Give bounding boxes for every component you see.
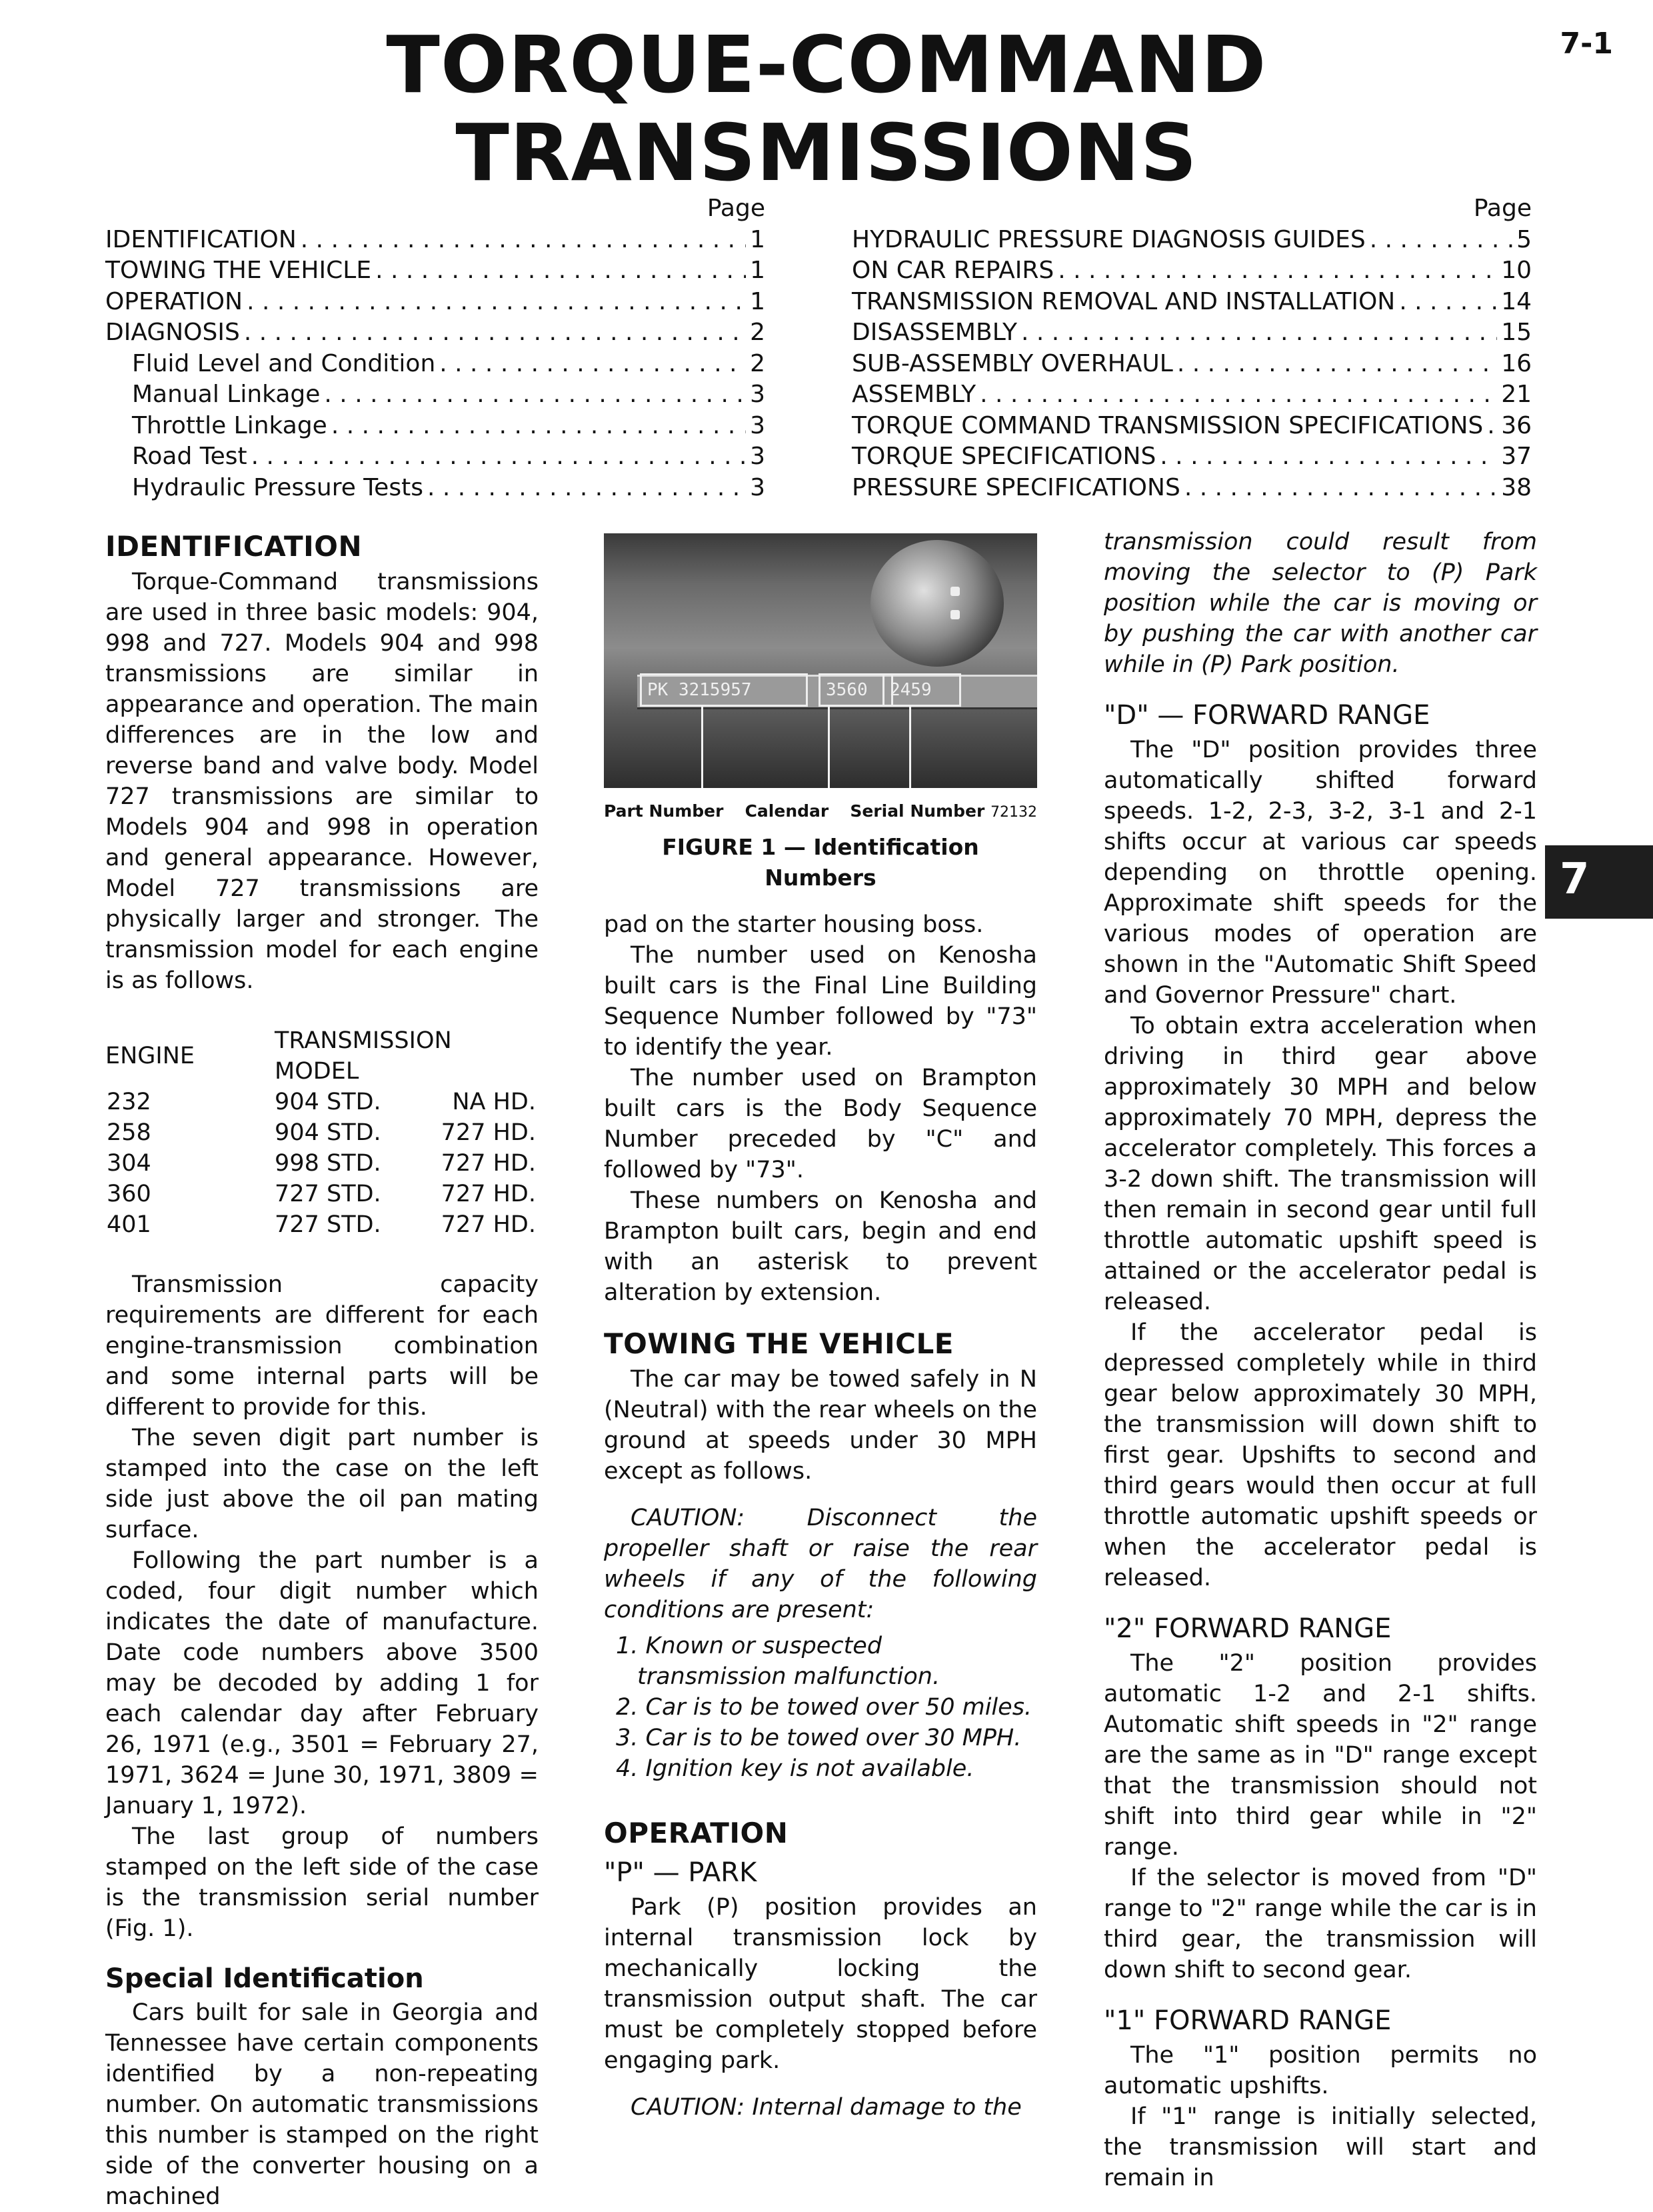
heading-2-range: "2" FORWARD RANGE [1104,1613,1392,1644]
toc-entry [852,411,1532,442]
leader-line [828,705,830,788]
toc-entry-label: TRANSMISSION REMOVAL AND INSTALLATION [852,287,1396,315]
title-line-2: TRANSMISSIONS [455,107,1198,199]
paragraph: transmission could result from moving the selector to (P) Park position while the car is moving or by pushing the car with another car while in (P) Park position. [1104,529,1537,678]
list-item: 4. Ignition key is not available. [616,1755,974,1782]
column-3 [1104,527,1537,2193]
paragraph: If "1" range is initially selected, the transmission will start and remain in [1104,2103,1537,2191]
toc-entry [105,473,765,504]
toc-leader-dots [427,473,746,504]
toc-leader-dots [247,287,746,318]
toc-entry-page: 1 [750,257,765,284]
toc-entry [105,441,765,473]
paragraph: The "1" position permits no automatic upshifts. [1104,2042,1537,2099]
toc-leader-dots [1370,225,1512,256]
section-tab-label: 7 [1560,855,1590,904]
toc-leader-dots [375,255,746,287]
toc-leader-dots [1177,349,1497,380]
heading-park: "P" — PARK [604,1857,757,1888]
table-cell-engine: 360 [107,1181,151,1207]
toc-entry-label: PRESSURE SPECIFICATIONS [852,473,1180,501]
paragraph: Transmission capacity requirements are different for each engine-transmission combination and some internal parts will be different to provide for this. [105,1271,539,1421]
identification-photo [604,533,1037,788]
table-row [105,1148,539,1179]
toc-leader-dots [301,225,746,256]
paragraph: If the selector is moved from "D" range to "2" range while the car is in third gear, the transmission will down shift to second gear. [1104,1865,1537,1983]
toc-entry [852,473,1532,504]
table-row [105,1117,539,1148]
toc-leader-dots [244,317,746,349]
serial-number-stamp: 2459 [882,673,961,707]
table-cell-hd: 727 HD. [441,1150,536,1177]
toc-entry-label: Road Test [132,443,247,470]
toc-entry [105,225,765,256]
toc-entry-page: 3 [750,473,765,501]
toc-entry [105,255,765,287]
label-calendar: Calendar [745,801,829,821]
table-cell-std: 727 STD. [275,1211,381,1238]
caution-text: CAUTION: Disconnect the propeller shaft or raise the rear wheels if any of the following conditions are present: [604,1505,1037,1623]
toc-entry-page: 3 [750,381,765,408]
table-row [105,1087,539,1117]
toc-entry [852,287,1532,318]
connector-image [870,540,1004,667]
paragraph: The "2" position provides automatic 1-2 and 2-1 shifts. Automatic shift speeds in "2" range are the same as in "D" range except that the transmission should not shift into third gear while in "2" range. [1104,1650,1537,1861]
toc-entry-label: DISASSEMBLY [852,319,1017,346]
column-2 [604,527,1037,2123]
table-header-engine: ENGINE [105,1043,195,1069]
toc-entry-page: 10 [1501,257,1532,284]
table-row [105,1209,539,1240]
list-item: 3. Car is to be towed over 30 MPH. [616,1725,1022,1751]
toc-entry [105,287,765,318]
toc-entry [852,349,1532,380]
page-number: 7-1 [1560,27,1613,61]
toc-entry-label: DIAGNOSIS [105,319,240,346]
toc-page-label: Page [707,195,765,222]
heading-1-range: "1" FORWARD RANGE [1104,2005,1392,2036]
heading-special-identification: Special Identification [105,1963,424,1994]
toc-entry-page: 14 [1501,287,1532,315]
toc-entry-label: TOWING THE VEHICLE [105,257,372,284]
heading-d-range: "D" — FORWARD RANGE [1104,700,1430,731]
paragraph: The number used on Kenosha built cars is the Final Line Building Sequence Number followed by "73" to identify the year. [604,942,1037,1061]
leader-line [909,705,911,788]
paragraph: To obtain extra acceleration when driving in third gear above approximately 30 MPH and below approximately 70 MPH, depress the accelerator completely. This forces a 3-2 down shift. The transmission will then remain in second gear until full throttle automatic upshift speed is attained or the accelerator pedal is released. [1104,1013,1537,1315]
toc-entry [105,411,765,442]
toc-entry-page: 2 [750,319,765,346]
label-serial-number: Serial Number [850,801,985,821]
toc-entry-page: 1 [750,225,765,253]
toc-entry-page: 16 [1501,349,1532,377]
toc-leader-dots [439,349,746,380]
bolt-image [950,610,960,619]
toc-leader-dots [251,441,746,473]
table-cell-std: 998 STD. [275,1150,381,1177]
table-cell-hd: 727 HD. [441,1181,536,1207]
paragraph: Park (P) position provides an internal transmission lock by mechanically locking the transmission output shaft. The car must be completely stopped before engaging park. [604,1894,1037,2074]
paragraph: If the accelerator pedal is depressed completely while in third gear below approximately 30 MPH, the transmission will down shift to first gear. Upshifts to second and third gears would then occur at full throttle automatic upshift speeds or when the accelerator pedal is released. [1104,1319,1537,1591]
toc-leader-dots [1021,317,1497,349]
calendar-stamp: 3560 [819,673,893,707]
toc-entry-page: 1 [750,287,765,315]
part-number-stamp: PK 3215957 [640,673,808,707]
paragraph: The last group of numbers stamped on the left side of the case is the transmission serial number (Fig. 1). [105,1823,539,1942]
toc-entry-label: TORQUE COMMAND TRANSMISSION SPECIFICATIONS [852,411,1484,439]
table-cell-engine: 401 [107,1211,151,1238]
table-cell-engine: 232 [107,1089,151,1115]
paragraph: The "D" position provides three automatically shifted forward speeds. 1-2, 2-3, 3-2, 3-1 and 2-1 shifts occur at various car speeds depending on throttle opening. Approximate shift speeds for the various modes of operation are shown in the "Automatic Shift Speed and Governor Pressure" chart. [1104,737,1537,1009]
paragraph: The car may be towed safely in N (Neutral) with the rear wheels on the ground at speeds under 30 MPH except as follows. [604,1366,1037,1485]
toc-entry-page: 36 [1501,411,1532,439]
paragraph: The seven digit part number is stamped into the case on the left side just above the oil pan mating surface. [105,1425,539,1543]
table-cell-hd: NA HD. [452,1089,536,1115]
leader-line [701,705,703,788]
toc-page-label: Page [1473,195,1532,222]
toc-entry-label: Throttle Linkage [132,411,327,439]
figure-caption: FIGURE 1 — Identification Numbers [662,834,979,891]
list-item: 1. Known or suspected transmission malfunction. [616,1633,940,1690]
bolt-image [950,587,960,596]
toc-entry-label: ON CAR REPAIRS [852,257,1054,284]
toc-leader-dots [1184,473,1497,504]
toc-leader-dots [1487,411,1497,442]
toc-right [852,193,1532,503]
figure-labels [604,796,1037,828]
table-cell-engine: 304 [107,1150,151,1177]
table-cell-std: 727 STD. [275,1181,381,1207]
toc-entry [852,441,1532,473]
caution-text: CAUTION: Internal damage to the [631,2094,1022,2121]
table-cell-std: 904 STD. [275,1089,381,1115]
toc-entry-label: Fluid Level and Condition [132,349,436,377]
table-header-model: TRANSMISSION MODEL [275,1027,452,1085]
paragraph: pad on the starter housing boss. [604,911,984,938]
toc-entry-label: Manual Linkage [132,381,321,408]
caution-list [604,1631,1037,1784]
toc-entry [852,317,1532,349]
toc-entry-label: IDENTIFICATION [105,225,297,253]
table-cell-std: 904 STD. [275,1119,381,1146]
heading-identification: IDENTIFICATION [105,530,363,563]
toc-entry [105,317,765,349]
toc-leader-dots [331,411,746,442]
toc-left [105,193,765,503]
figure-code: 72132 [990,804,1037,821]
engine-transmission-table [105,1025,539,1240]
toc-entry-page: 5 [1516,225,1532,253]
toc-leader-dots [980,379,1497,411]
toc-leader-dots [1399,287,1497,318]
paragraph: Cars built for sale in Georgia and Tennessee have certain components identified by a non-repeating number. On automatic transmissions this number is stamped on the right side of the converter housing on a machined [105,1999,539,2210]
column-1 [105,527,539,2212]
toc-entry [852,379,1532,411]
toc-entry-page: 38 [1501,473,1532,501]
toc-entry-label: HYDRAULIC PRESSURE DIAGNOSIS GUIDES [852,225,1366,253]
table-cell-hd: 727 HD. [441,1119,536,1146]
toc-entry-page: 15 [1501,319,1532,346]
paragraph: Following the part number is a coded, four digit number which indicates the date of manufacture. Date code numbers above 3500 may be decoded by adding 1 for each calendar day after February 26, 1971 (e.g., 3501 = February 27, 1971, 3624 = June 30, 1971, 3809 = January 1, 1972). [105,1547,539,1819]
toc-entry [105,379,765,411]
title-line-1: TORQUE-COMMAND [386,19,1267,111]
paragraph: Torque-Command transmissions are used in three basic models: 904, 998 and 727. Models 904 and 998 transmissions are similar in appearance and operation. The main differences are in the low and reverse band and valve body. Model 727 transmissions are similar to Models 904 and 998 in operation and general appearance. However, Model 727 transmissions are physically larger and stronger. The transmission model for each engine is as follows. [105,569,539,994]
paragraph: These numbers on Kenosha and Brampton built cars, begin and end with an asterisk to prevent alteration by extension. [604,1187,1037,1306]
toc-entry-label: TORQUE SPECIFICATIONS [852,443,1156,470]
section-tab [1545,845,1653,919]
toc-leader-dots [324,379,746,411]
toc-leader-dots [1160,441,1497,473]
toc-entry-label: OPERATION [105,287,243,315]
toc-entry-label: ASSEMBLY [852,381,976,408]
toc-entry-page: 3 [750,411,765,439]
heading-operation: OPERATION [604,1817,789,1849]
table-cell-engine: 258 [107,1119,151,1146]
table-cell-hd: 727 HD. [441,1211,536,1238]
toc-entry [105,349,765,380]
toc-entry [852,225,1532,256]
toc-entry-page: 3 [750,443,765,470]
label-part-number: Part Number [604,801,724,821]
toc-entry-page: 21 [1501,381,1532,408]
toc-entry-label: Hydraulic Pressure Tests [132,473,423,501]
toc-entry-page: 37 [1501,443,1532,470]
toc-entry [852,255,1532,287]
toc-entry-page: 2 [750,349,765,377]
heading-towing: TOWING THE VEHICLE [604,1327,954,1360]
table-row [105,1179,539,1209]
toc-entry-label: SUB-ASSEMBLY OVERHAUL [852,349,1173,377]
toc-leader-dots [1058,255,1497,287]
paragraph: The number used on Brampton built cars is the Body Sequence Number preceded by "C" and followed by "73". [604,1065,1037,1183]
list-item: 2. Car is to be towed over 50 miles. [616,1694,1032,1721]
